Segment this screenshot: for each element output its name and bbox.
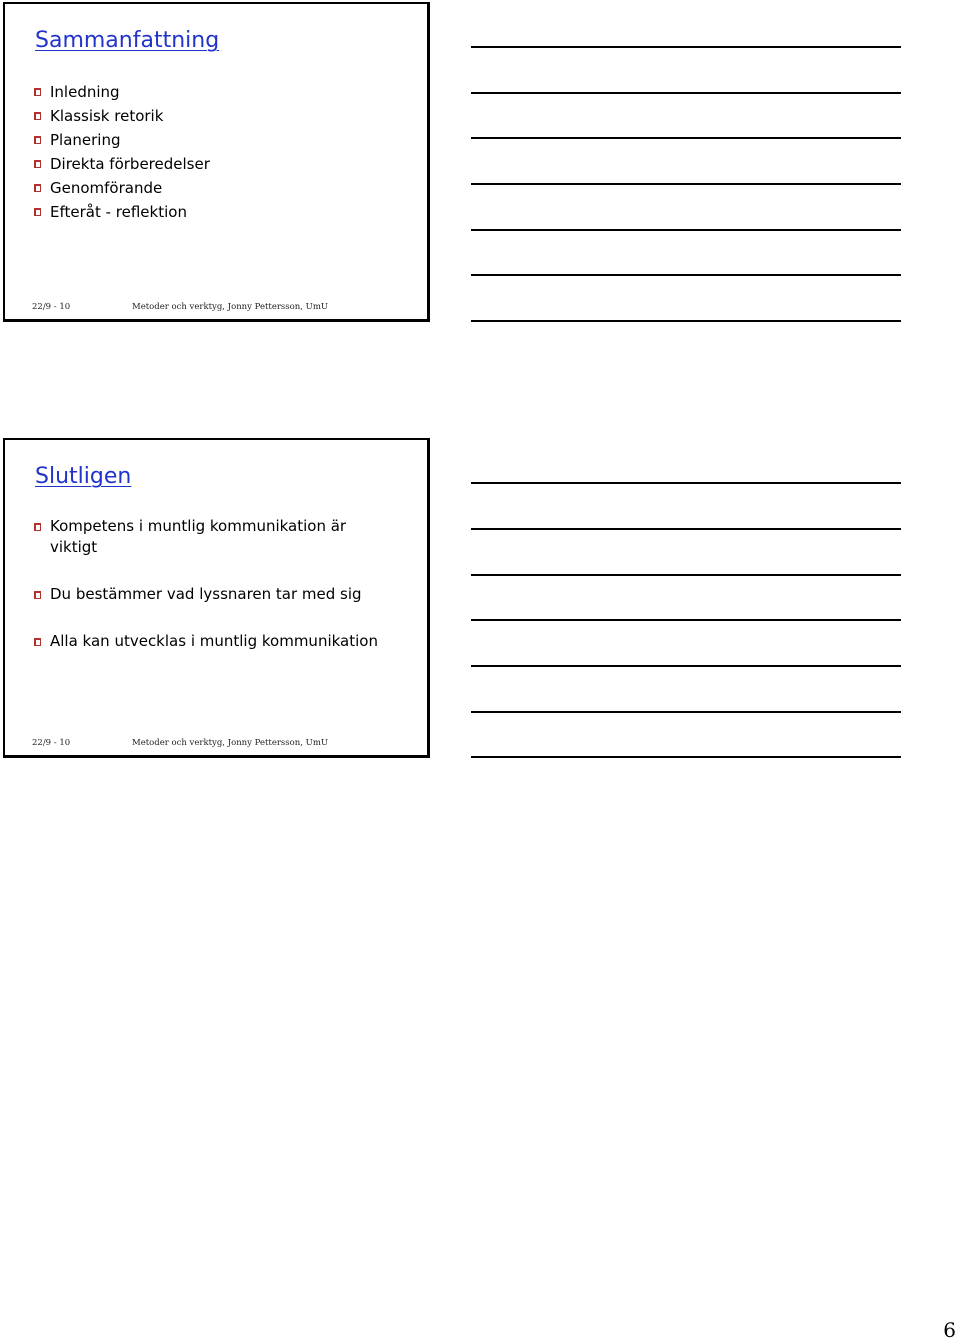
list-item: Klassisk retorik bbox=[33, 104, 210, 128]
slide-slutligen bbox=[3, 438, 430, 758]
note-line bbox=[471, 92, 901, 94]
list-item: Inledning bbox=[33, 80, 210, 104]
note-line bbox=[471, 229, 901, 231]
checkbox-bullet-icon bbox=[34, 208, 41, 216]
note-line bbox=[471, 46, 901, 48]
note-line bbox=[471, 665, 901, 667]
checkbox-bullet-icon bbox=[34, 591, 41, 599]
note-line bbox=[471, 711, 901, 713]
checkbox-bullet-icon bbox=[34, 638, 41, 646]
note-line bbox=[471, 274, 901, 276]
checkbox-bullet-icon bbox=[34, 184, 41, 192]
note-line bbox=[471, 619, 901, 621]
list-item: Alla kan utvecklas i muntlig kommunikation bbox=[33, 631, 378, 652]
note-line bbox=[471, 756, 901, 758]
checkbox-bullet-icon bbox=[34, 136, 41, 144]
list-item: Efteråt - reflektion bbox=[33, 200, 210, 224]
bullet-list bbox=[33, 80, 210, 224]
note-line bbox=[471, 482, 901, 484]
footer-date: 22/9 - 10 bbox=[32, 302, 71, 312]
note-line bbox=[471, 183, 901, 185]
footer-source: Metoder och verktyg, Jonny Pettersson, UmU bbox=[132, 738, 329, 748]
note-line bbox=[471, 574, 901, 576]
list-item: Genomförande bbox=[33, 176, 210, 200]
note-line bbox=[471, 320, 901, 322]
note-line bbox=[471, 528, 901, 530]
bullet-list bbox=[33, 516, 378, 657]
list-item: Du bestämmer vad lyssnaren tar med sig bbox=[33, 584, 378, 605]
checkbox-bullet-icon bbox=[34, 523, 41, 531]
list-item-continuation: viktigt bbox=[50, 538, 98, 556]
list-item: Kompetens i muntlig kommunikation är bbox=[33, 516, 378, 537]
slide-title: Slutligen bbox=[35, 464, 132, 489]
page-number: 6 bbox=[943, 1318, 956, 1342]
note-line bbox=[471, 137, 901, 139]
checkbox-bullet-icon bbox=[34, 88, 41, 96]
slide-footer bbox=[32, 302, 328, 312]
checkbox-bullet-icon bbox=[34, 112, 41, 120]
list-item: Direkta förberedelser bbox=[33, 152, 210, 176]
slide-title: Sammanfattning bbox=[35, 28, 220, 53]
checkbox-bullet-icon bbox=[34, 160, 41, 168]
list-item: Planering bbox=[33, 128, 210, 152]
footer-source: Metoder och verktyg, Jonny Pettersson, UmU bbox=[132, 302, 329, 312]
footer-date: 22/9 - 10 bbox=[32, 738, 71, 748]
slide-sammanfattning bbox=[3, 2, 430, 322]
slide-footer bbox=[32, 738, 328, 748]
